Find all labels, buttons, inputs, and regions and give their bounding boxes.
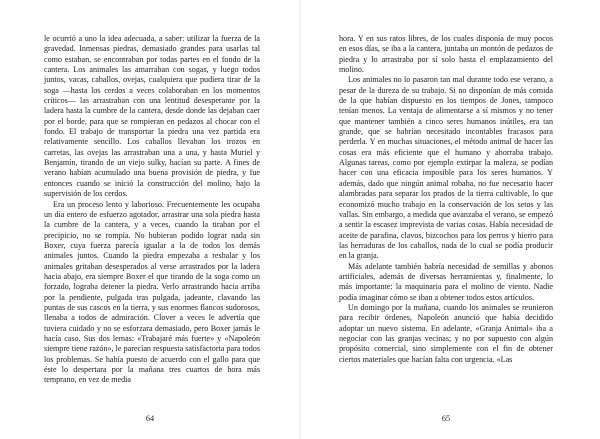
right-page: [300, 0, 600, 439]
paragraph: le ocurrió a uno la idea adecuada, a saber: utilizar la fuerza de la gravedad. Inmensas piedras, demasiado grandes para usarlas tal como estaban, se encontraban por todas partes en el fondo de la cantera. Los animales las amarraban con sogas, y luego todos juntos, vacas, caballos, ovejas, cualquiera que pudiera tirar de la soga —hasta los cerdos a veces colaboraban en los momentos críticos— las arrastraban con una lentitud desesperante por la ladera hasta la cumbre de la cantera, desde donde las dejaban caer por el borde, para que se rompieran en pedazos al chocar con el fondo. El trabajo de transportar la piedra una vez partida era relativamente sencillo. Los caballos llevaban los trozos en carretas, las ovejas las arrastraban una a una, y hasta Muriel y Benjamín, tirando de un viejo sulky, hacían su parte. A fines de verano habían acumulado una buena provisión de piedra, y fue entonces cuando se inició la construcción del molino, bajo la supervisión de los cerdos.: [44, 34, 260, 199]
paragraph: Los animales no lo pasaron tan mal durante todo ese verano, a pesar de la dureza de su trabajo. Si no disponían de más comida de la que habían dispuesto en los tiempos de Jones, tampoco tenían menos. La ventaja de alimentarse a sí mismos y no tener que mantener también a cinco seres humanos inútiles, era tan grande, que se habrían necesitado incontables fracasos para perderla. Y en muchas situaciones, el método animal de hacer las cosas era más eficiente que el humano y ahorraba trabajo. Algunas tareas, como por ejemplo extirpar la maleza, se podían hacer con una eficacia imposible para los seres humanos. Y además, dado que ningún animal robaba, no fue necesario hacer alambradas para separar los prados de la tierra cultivable, lo que economizó mucho trabajo en la conservación de los setos y las vallas. Sin embargo, a medida que avanzaba el verano, se empezó a sentir la escasez imprevista de varias cosas. Había necesidad de aceite de parafina, clavos, bizcochos para los perros y hierro para las herraduras de los caballos, nada de lo cual se podía producir en la granja.: [339, 75, 553, 261]
right-page-text: [339, 34, 553, 365]
paragraph: Más adelante también habría necesidad de semillas y abonos artificiales, además de diversas herramientas y, finalmente, lo más importante: la maquinaria para el molino de viento. Nadie podía imaginar cómo se iban a obtener todos estos artículos.: [339, 261, 553, 302]
paragraph: Era un proceso lento y laborioso. Frecuentemente les ocupaba un día entero de esfuerzo agotador, arrastrar una sola piedra hasta la cumbre de la cantera, y a veces, cuando la tiraban por el precipicio, no se rompía. No hubieran podido lograr nada sin Boxer, cuya fuerza parecía igualar a la de todos los demás animales juntos. Cuando la piedra empezaba a resbalar y los animales gritaban desesperados al verse arrastrados por la ladera hacia abajo, era siempre Boxer el que tirando de la soga como un forzado, lograba detener la piedra. Verlo arrastrando hacia arriba por la pendiente, pulgada tras pulgada, jadeante, clavando las puntas de sus cascos en la tierra, y sus enormes flancos sudorosos, llenaba a todos de admiración. Clover a veces le advertía que tuviera cuidado y no se esforzara demasiado, pero Boxer jamás le hacía caso. Sus dos lemas: «Trabajaré más fuerte» y «Napoleón siempre tiene razón», le parecían respuesta satisfactoria para todos los problemas. Se había puesto de acuerdo con el gallo para que éste lo despertara por la mañana tres cuartos de hora más temprano, en vez de media: [44, 199, 260, 385]
page-number: 65: [441, 414, 451, 423]
left-page-text: [44, 34, 260, 386]
paragraph: Un domingo por la mañana, cuando los animales se reunieron para recibir órdenes, Napoleón anunció que había decidido adoptar un nuevo sistema. En adelante, «Granja Animal» iba a negociar con las granjas vecinas; y no por supuesto con algún propósito comercial, sino simplemente con el fin de obtener ciertos materiales que hacían falta con urgencia. «Las: [339, 302, 553, 364]
paragraph: hora. Y en sus ratos libres, de los cuales disponía de muy pocos en esos días, se iba a la cantera, juntaba un montón de pedazos de piedra y lo arrastraba por sí solo hasta el emplazamiento del molino.: [339, 34, 553, 75]
page-number: 64: [145, 414, 155, 423]
